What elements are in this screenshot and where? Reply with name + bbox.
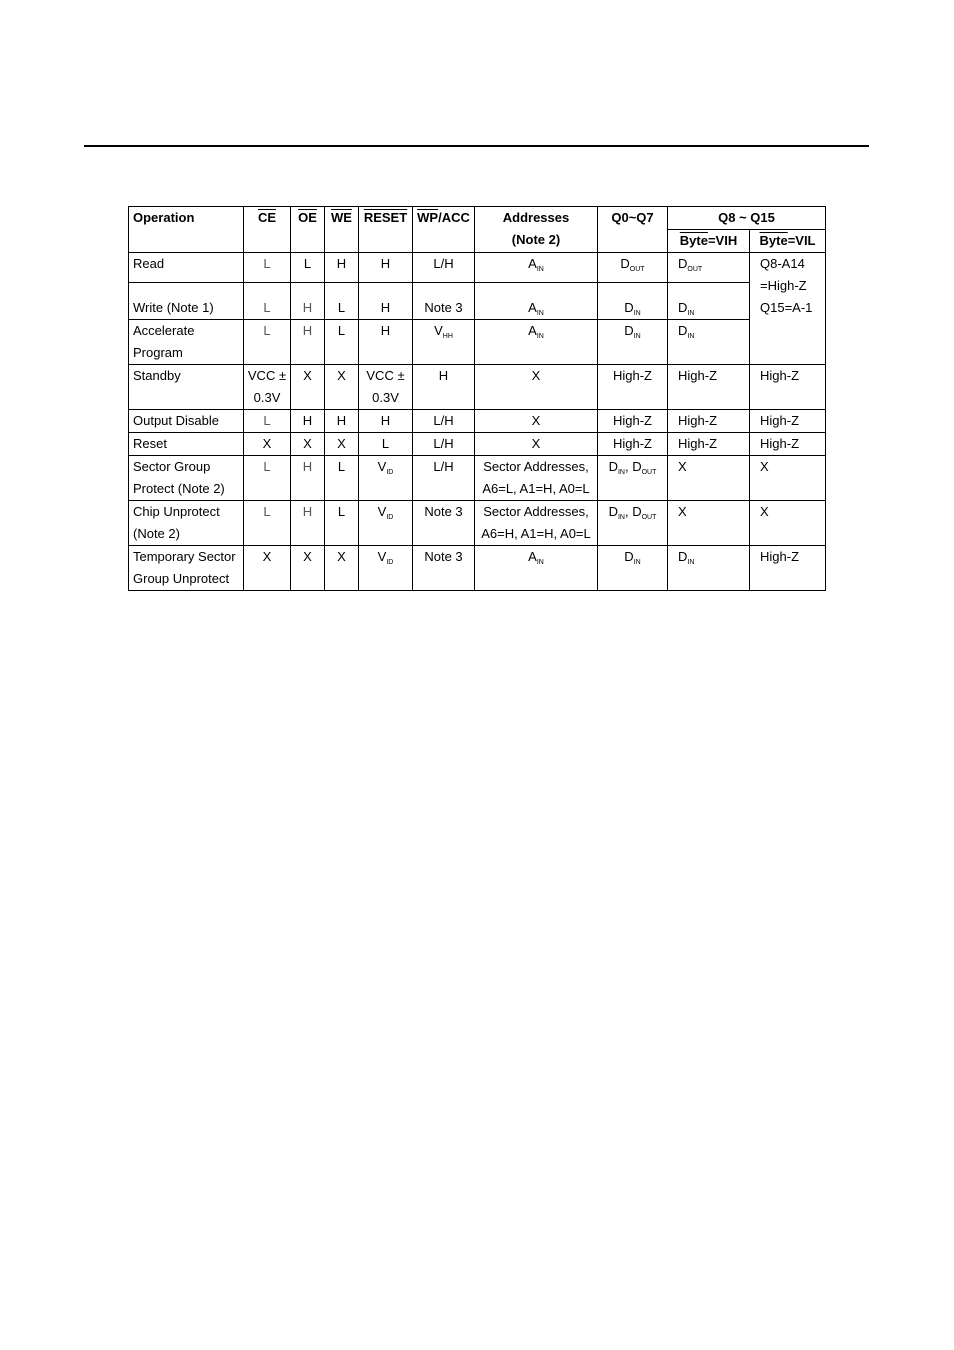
cell-wp: Note 3 <box>413 501 475 546</box>
cell-wp: Note 3 <box>413 546 475 591</box>
header-row <box>129 207 826 230</box>
cell-q0-q7: High-Z <box>598 365 668 410</box>
cell-ce: X <box>244 546 291 591</box>
row-standby <box>129 365 826 410</box>
cell-byte-vil: High-Z <box>750 546 826 591</box>
cell-we: L <box>325 320 359 365</box>
col-operation: Operation <box>129 207 244 253</box>
cell-byte-vil: High-Z <box>750 365 826 410</box>
cell-reset: $V_{ID}$ <box>359 546 413 591</box>
cell-operation: Standby <box>129 365 244 410</box>
cell-oe: H <box>291 283 325 320</box>
cell-byte-vih: $D_{OUT}$ <box>668 253 750 283</box>
cell-operation: Output Disable <box>129 410 244 433</box>
cell-addresses: $A_{IN}$ <box>475 253 598 283</box>
cell-ce: L <box>244 253 291 283</box>
cell-q0-q7: $D_{IN}$, $D_{OUT}$ <box>598 501 668 546</box>
row-chip-unprotect <box>129 501 826 546</box>
cell-operation: Write (Note 1) <box>129 283 244 320</box>
cell-addresses: $A_{IN}$ <box>475 283 598 320</box>
cell-byte-vih: X <box>668 501 750 546</box>
cell-q0-q7: $D_{IN}$ <box>598 320 668 365</box>
row-write <box>129 283 826 320</box>
cell-oe: H <box>291 456 325 501</box>
cell-wp: L/H <box>413 253 475 283</box>
cell-oe: H <box>291 501 325 546</box>
cell-reset: H <box>359 253 413 283</box>
col-q0-q7: Q0~Q7 <box>598 207 668 253</box>
cell-oe: H <box>291 410 325 433</box>
cell-addresses: X <box>475 365 598 410</box>
cell-addresses: $A_{IN}$ <box>475 546 598 591</box>
cell-operation: Reset <box>129 433 244 456</box>
cell-byte-vih: $D_{IN}$ <box>668 320 750 365</box>
cell-ce: VCC ± 0.3V <box>244 365 291 410</box>
cell-byte-vih: High-Z <box>668 433 750 456</box>
cell-ce: L <box>244 283 291 320</box>
cell-ce: X <box>244 433 291 456</box>
cell-addresses: X <box>475 410 598 433</box>
cell-reset: VCC ± 0.3V <box>359 365 413 410</box>
cell-we: H <box>325 253 359 283</box>
col-byte-vil: Byte=VIL <box>750 230 826 253</box>
cell-q0-q7: $D_{IN}$ <box>598 283 668 320</box>
cell-we: H <box>325 410 359 433</box>
cell-oe: H <box>291 320 325 365</box>
cell-reset: $V_{ID}$ <box>359 501 413 546</box>
row-accelerate-program <box>129 320 826 365</box>
cell-q0-q7: High-Z <box>598 410 668 433</box>
cell-q0-q7: $D_{IN}$ <box>598 546 668 591</box>
col-wp-acc: $\overline{WP}$/ACC <box>413 207 475 253</box>
cell-reset: H <box>359 410 413 433</box>
cell-addresses: $A_{IN}$ <box>475 320 598 365</box>
cell-byte-vih: $D_{IN}$ <box>668 546 750 591</box>
cell-byte-vih: High-Z <box>668 365 750 410</box>
cell-addresses: Sector Addresses, A6=H, A1=H, A0=L <box>475 501 598 546</box>
cell-wp: L/H <box>413 433 475 456</box>
cell-wp: $V_{HH}$ <box>413 320 475 365</box>
cell-q0-q7: $D_{OUT}$ <box>598 253 668 283</box>
row-reset <box>129 433 826 456</box>
row-read <box>129 253 826 283</box>
cell-byte-vih: High-Z <box>668 410 750 433</box>
cell-we: L <box>325 456 359 501</box>
cell-byte-vih: X <box>668 456 750 501</box>
cell-we: X <box>325 433 359 456</box>
cell-operation: Chip Unprotect (Note 2) <box>129 501 244 546</box>
cell-byte-vil: X <box>750 456 826 501</box>
bus-operation-table <box>128 206 826 591</box>
cell-wp: Note 3 <box>413 283 475 320</box>
cell-we: L <box>325 283 359 320</box>
col-byte-vih: Byte=VIH <box>668 230 750 253</box>
cell-reset: H <box>359 283 413 320</box>
cell-we: X <box>325 365 359 410</box>
cell-we: X <box>325 546 359 591</box>
cell-ce: L <box>244 410 291 433</box>
col-q8-q15: Q8 ~ Q15 <box>668 207 826 230</box>
cell-ce: L <box>244 456 291 501</box>
cell-operation: Accelerate Program <box>129 320 244 365</box>
cell-wp: L/H <box>413 456 475 501</box>
cell-addresses: Sector Addresses, A6=L, A1=H, A0=L <box>475 456 598 501</box>
col-ce: $\overline{CE}$ <box>244 207 291 253</box>
cell-operation: Temporary Sector Group Unprotect <box>129 546 244 591</box>
col-we: $\overline{WE}$ <box>325 207 359 253</box>
cell-byte-vil: High-Z <box>750 433 826 456</box>
cell-oe: X <box>291 433 325 456</box>
cell-wp: L/H <box>413 410 475 433</box>
cell-wp: H <box>413 365 475 410</box>
cell-byte-vil: High-Z <box>750 410 826 433</box>
cell-ce: L <box>244 501 291 546</box>
col-oe: $\overline{OE}$ <box>291 207 325 253</box>
cell-ce: L <box>244 320 291 365</box>
row-sector-group-protect <box>129 456 826 501</box>
cell-oe: X <box>291 546 325 591</box>
col-reset: RESET <box>359 207 413 253</box>
cell-addresses: X <box>475 433 598 456</box>
cell-reset: $V_{ID}$ <box>359 456 413 501</box>
cell-q0-q7: High-Z <box>598 433 668 456</box>
col-addresses: Addresses (Note 2) <box>475 207 598 253</box>
cell-byte-vil: X <box>750 501 826 546</box>
cell-q0-q7: $D_{IN}$, $D_{OUT}$ <box>598 456 668 501</box>
cell-byte-vil-merged: Q8-A14 =High-Z Q15=A-1 <box>750 253 826 365</box>
cell-operation: Sector Group Protect (Note 2) <box>129 456 244 501</box>
row-temporary-sector-group-unprotect <box>129 546 826 591</box>
cell-reset: H <box>359 320 413 365</box>
row-output-disable <box>129 410 826 433</box>
cell-oe: X <box>291 365 325 410</box>
cell-we: L <box>325 501 359 546</box>
header-rule <box>84 145 869 147</box>
cell-oe: L <box>291 253 325 283</box>
cell-reset: L <box>359 433 413 456</box>
cell-operation: Read <box>129 253 244 283</box>
cell-byte-vih: $D_{IN}$ <box>668 283 750 320</box>
